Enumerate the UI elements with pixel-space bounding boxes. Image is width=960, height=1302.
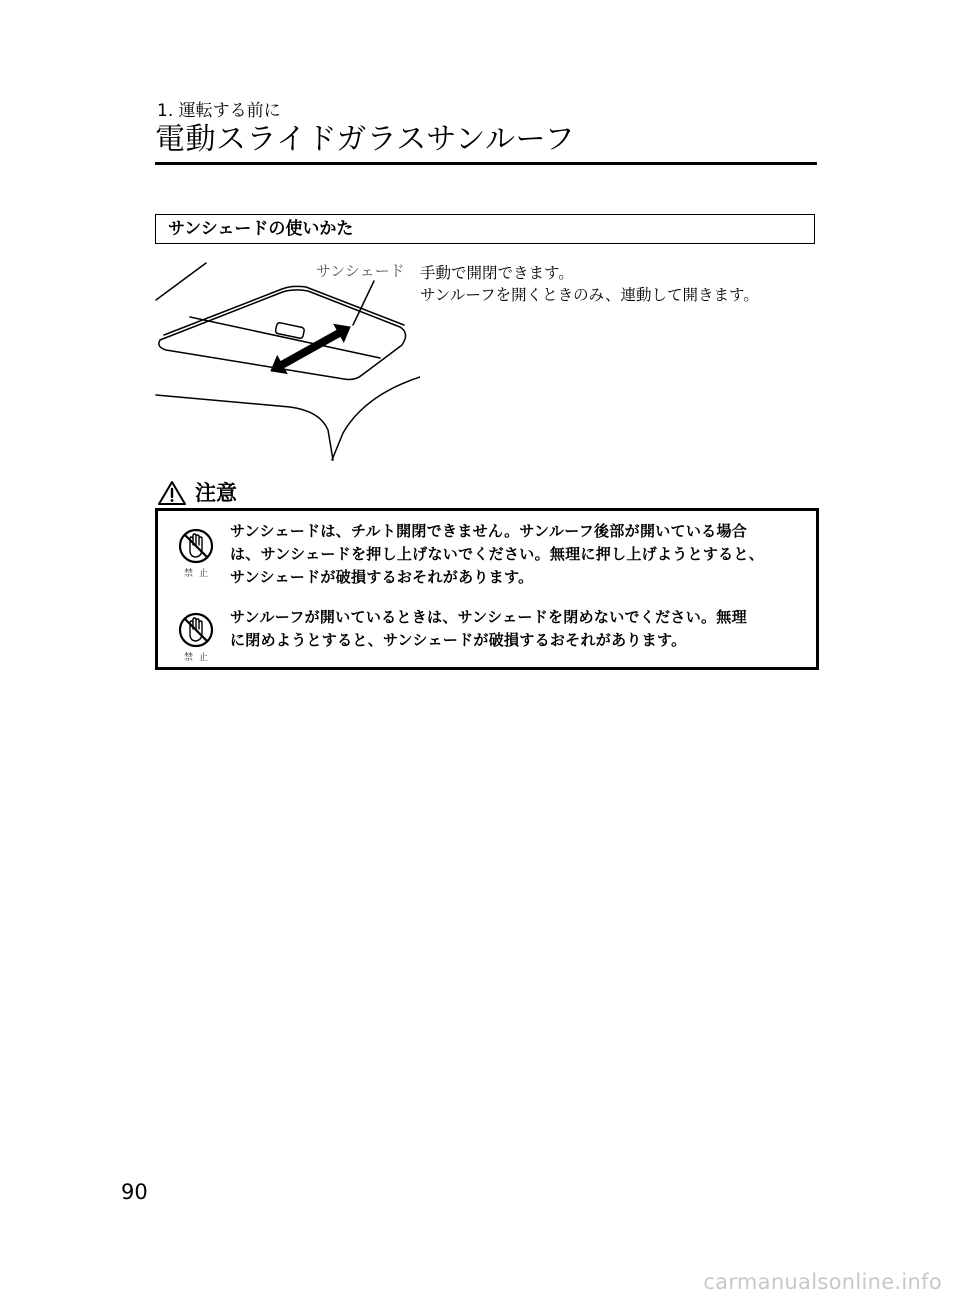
slide-direction-arrow	[265, 317, 356, 381]
roof-edge-line	[156, 263, 206, 300]
section-title: サンシェードの使いかた	[168, 219, 354, 239]
callout-leader-line	[353, 281, 374, 325]
caution-line: サンシェードが破損するおそれがあります。	[230, 568, 534, 586]
prohibition-label: 禁止	[183, 653, 214, 663]
prohibition-icon-wrap	[176, 612, 216, 663]
breadcrumb: 1. 運転する前に	[157, 101, 281, 121]
sunshade-illustration	[150, 255, 420, 465]
pillar-curve	[332, 377, 420, 460]
caution-label: 注意	[195, 481, 237, 505]
prohibition-hand-icon	[178, 612, 214, 648]
section-header	[155, 214, 815, 244]
description-line: サンルーフを開くときのみ、連動して開きます。	[420, 286, 759, 304]
page-number: 90	[121, 1180, 148, 1204]
sunshade-description	[420, 262, 759, 306]
caution-line: に閉めようとすると、サンシェードが破損するおそれがあります。	[230, 631, 687, 649]
warning-triangle-icon	[157, 480, 187, 506]
watermark: carmanualsonline.info	[703, 1270, 942, 1294]
prohibition-hand-icon	[178, 528, 214, 564]
headliner-curve	[156, 395, 333, 460]
prohibition-label: 禁止	[183, 569, 214, 579]
caution-line: サンルーフが開いているときは、サンシェードを閉めないでください。無理	[230, 608, 747, 626]
prohibition-icon-wrap	[176, 528, 216, 579]
caution-heading	[157, 479, 237, 507]
page-title: 電動スライドガラスサンルーフ	[155, 122, 575, 157]
caution-text	[230, 606, 808, 652]
callout-label: サンシェード	[316, 262, 405, 280]
title-rule	[155, 162, 817, 165]
caution-line: は、サンシェードを押し上げないでください。無理に押し上げようとすると、	[230, 545, 765, 563]
caution-text	[230, 520, 808, 589]
caution-box	[155, 508, 819, 670]
caution-line: サンシェードは、チルト開閉できません。サンルーフ後部が開いている場合	[230, 522, 748, 540]
description-line: 手動で開閉できます。	[420, 264, 574, 282]
